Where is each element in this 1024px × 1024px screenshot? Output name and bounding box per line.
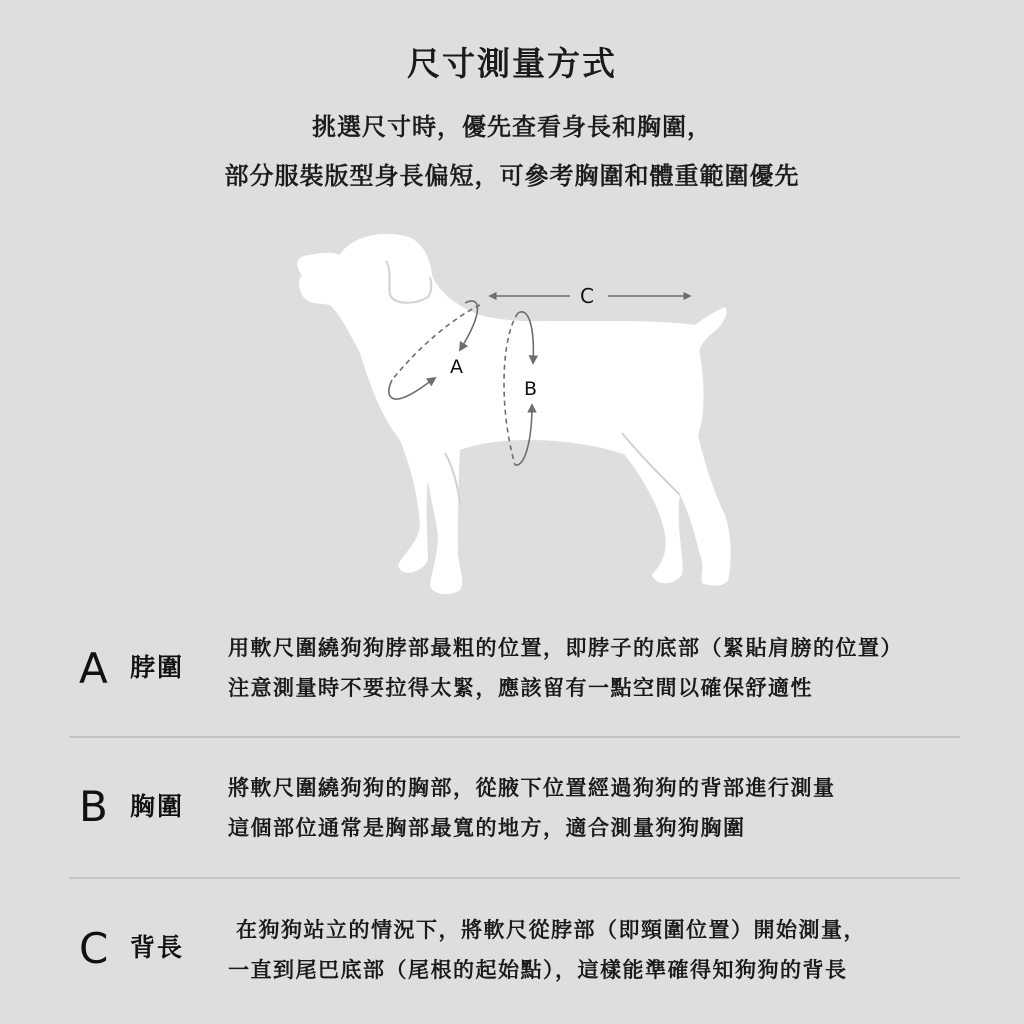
description-line: 在狗狗站立的情況下，將軟尺從脖部（即頸圍位置）開始測量， (236, 918, 866, 942)
section-description (228, 628, 903, 708)
section-name: 胸圍 (130, 792, 185, 821)
divider (69, 736, 960, 738)
page-title: 尺寸測量方式 (407, 44, 617, 83)
section-name: 背長 (130, 933, 185, 962)
description-line: 注意測量時不要拉得太緊，應該留有一點空間以確保舒適性 (228, 676, 813, 700)
subtitle-line-1: 挑選尺寸時，優先查看身長和胸圍， (312, 113, 712, 141)
section-name: 脖圍 (130, 653, 185, 682)
description-line: 將軟尺圍繞狗狗的胸部，從腋下位置經過狗狗的背部進行測量 (228, 776, 836, 800)
dog-silhouette-icon (280, 225, 750, 605)
description-line: 用軟尺圍繞狗狗脖部最粗的位置，即脖子的底部（緊貼肩膀的位置） (228, 636, 903, 660)
section-back-length (0, 910, 1024, 1020)
section-chest (0, 768, 1024, 878)
divider (69, 877, 960, 879)
section-description (228, 910, 866, 990)
section-letter: B (79, 782, 108, 831)
description-line: 一直到尾巴底部（尾根的起始點），這樣能準確得知狗狗的背長 (228, 958, 848, 982)
description-line: 這個部位通常是胸部最寬的地方，適合測量狗狗胸圍 (228, 816, 746, 840)
subtitle-line-2: 部分服裝版型身長偏短，可參考胸圍和體重範圍優先 (224, 162, 800, 190)
diagram-label-b: B (524, 378, 538, 400)
section-description (228, 768, 836, 848)
diagram-label-a: A (450, 356, 463, 378)
section-letter: A (79, 644, 108, 693)
section-neck (0, 628, 1024, 738)
dog-measurement-diagram (280, 225, 750, 605)
diagram-label-c: C (580, 284, 594, 308)
section-letter: C (79, 924, 109, 973)
